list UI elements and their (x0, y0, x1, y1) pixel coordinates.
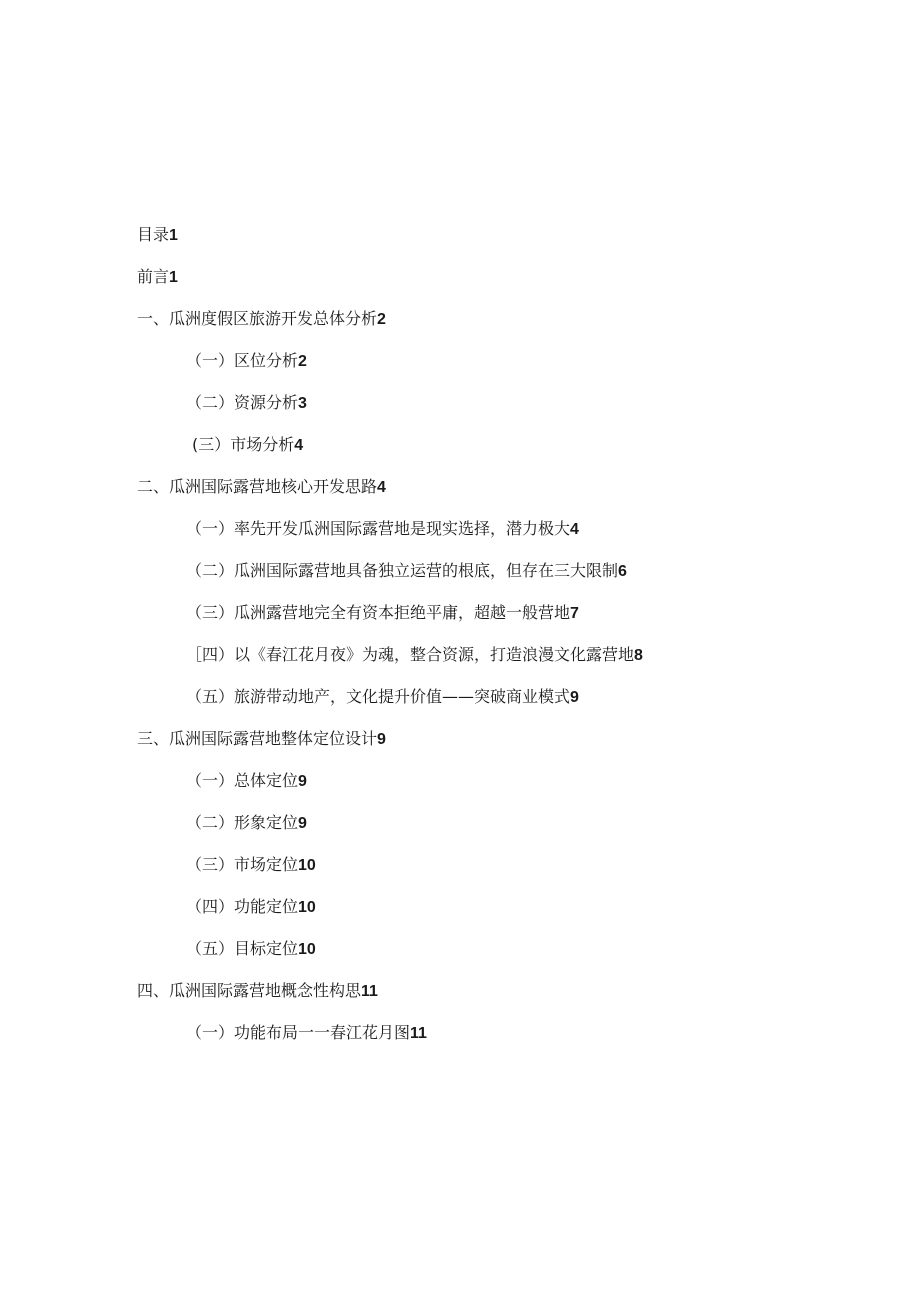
toc-entry-title: （三）瓜洲露营地完全有资本拒绝平庸，超越一般营地 (186, 603, 571, 622)
toc-entry-title: （三）市场定位 (186, 855, 299, 874)
toc-entry-page: 7 (570, 605, 579, 622)
toc-entry-page: 3 (298, 395, 307, 412)
toc-entry-title: (三）市场分析 (192, 435, 295, 454)
toc-entry-page: 9 (298, 773, 307, 790)
toc-entry-page: 2 (377, 311, 386, 328)
toc-entry[interactable] (137, 266, 178, 289)
toc-entry-page: 10 (298, 941, 316, 958)
toc-entry-page: 10 (298, 857, 316, 874)
toc-entry-page: 9 (298, 815, 307, 832)
toc-entry[interactable] (186, 392, 307, 415)
toc-entry-title: 三、瓜洲国际露营地整体定位设计 (137, 729, 378, 748)
toc-entry[interactable] (137, 980, 378, 1003)
toc-entry-page: 11 (361, 983, 378, 1000)
toc-entry-page: 8 (634, 647, 643, 664)
toc-entry[interactable] (137, 224, 178, 247)
toc-entry-page: 6 (618, 563, 627, 580)
toc-entry[interactable] (186, 854, 316, 877)
toc-entry[interactable] (186, 686, 579, 709)
toc-entry-page: 1 (169, 269, 178, 286)
toc-entry-page: 4 (570, 521, 579, 538)
toc-entry-page: 4 (377, 479, 386, 496)
toc-entry-title: （一）功能布局一一春江花月图 (186, 1023, 411, 1042)
toc-entry-title: 一、瓜洲度假区旅游开发总体分析 (137, 309, 378, 328)
toc-entry[interactable] (186, 518, 579, 541)
toc-entry-title: （五）旅游带动地产，文化提升价值——突破商业模式 (186, 687, 571, 706)
toc-entry-title: 前言 (137, 267, 170, 286)
toc-entry[interactable] (186, 938, 316, 961)
toc-entry[interactable] (186, 350, 307, 373)
toc-entry[interactable] (186, 812, 307, 835)
toc-entry-title: （二）资源分析 (186, 393, 299, 412)
toc-entry-title: ［四）以《春江花月夜》为魂，整合资源，打造浪漫文化露营地 (186, 645, 635, 664)
toc-entry[interactable] (186, 560, 627, 583)
toc-entry-title: 四、瓜洲国际露营地概念性构思 (137, 981, 362, 1000)
toc-entry-title: （二）瓜洲国际露营地具备独立运营的根底，但存在三大限制 (186, 561, 619, 580)
toc-entry[interactable] (137, 728, 386, 751)
toc-entry-title: （二）形象定位 (186, 813, 299, 832)
toc-entry-title: （五）目标定位 (186, 939, 299, 958)
toc-entry[interactable] (186, 602, 579, 625)
toc-entry-title: 二、瓜洲国际露营地核心开发思路 (137, 477, 378, 496)
toc-entry[interactable] (186, 1022, 427, 1045)
toc-entry-page: 9 (570, 689, 579, 706)
toc-entry-page: 10 (298, 899, 316, 916)
toc-entry[interactable] (192, 434, 303, 457)
toc-entry-page: 2 (298, 353, 307, 370)
toc-entry[interactable] (186, 644, 643, 667)
toc-entry-page: 1 (169, 227, 178, 244)
toc-entry-title: 目录 (137, 225, 170, 244)
toc-entry-title: （四）功能定位 (186, 897, 299, 916)
toc-entry-page: 9 (377, 731, 386, 748)
toc-entry[interactable] (137, 308, 386, 331)
toc-entry[interactable] (186, 770, 307, 793)
toc-entry[interactable] (186, 896, 316, 919)
toc-entry[interactable] (137, 476, 386, 499)
toc-entry-page: 4 (294, 437, 304, 454)
toc-entry-title: （一）率先开发瓜洲国际露营地是现实选择，潜力极大 (186, 519, 571, 538)
toc-entry-title: （一）总体定位 (186, 771, 299, 790)
toc-entry-page: 11 (410, 1025, 427, 1042)
toc-entry-title: （一）区位分析 (186, 351, 299, 370)
